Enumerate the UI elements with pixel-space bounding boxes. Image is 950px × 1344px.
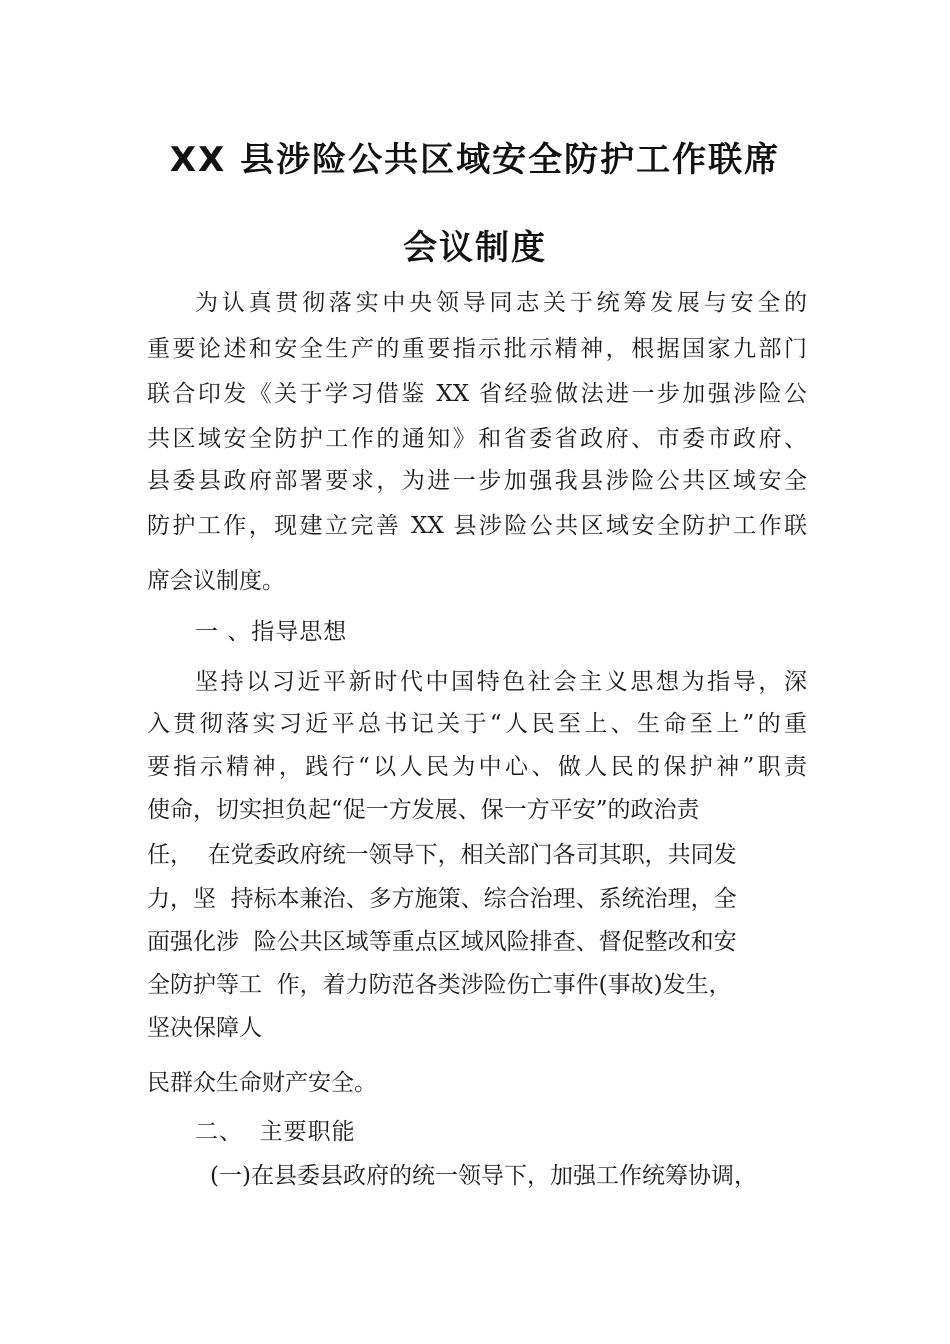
intro-line: 防护工作，现建立完善 XX 县涉险公共区域安全防护工作联 xyxy=(147,513,807,539)
section1-line: 任， 在党委政府统一领导下，相关部门各司其职，共同发 xyxy=(147,842,737,868)
section1-line: 要指示精神，践行“以人民为中心、做人民的保护神”职责 xyxy=(147,754,807,780)
section-heading-2: 二、 主要职能 xyxy=(195,1119,356,1145)
section1-line: 使命，切实担负起“促一方发展、保一方平安”的政治责 xyxy=(147,797,700,823)
section1-line: 入贯彻落实习近平总书记关于“人民至上、生命至上”的重 xyxy=(147,711,807,737)
section2-line: (一)在县委县政府的统一领导下，加强工作统筹协调， xyxy=(210,1163,757,1189)
intro-line: 为认真贯彻落实中央领导同志关于统筹发展与安全的 xyxy=(195,290,807,316)
document-title-line-1: XX 县涉险公共区域安全防护工作联席 xyxy=(169,140,781,180)
section1-line: 坚持以习近平新时代中国特色社会主义思想为指导，深 xyxy=(195,669,807,695)
intro-line: 共区域安全防护工作的通知》和省委省政府、市委市政府、 xyxy=(147,426,807,452)
section1-line: 全防护等工 作，着力防范各类涉险伤亡事件(事故)发生， xyxy=(147,972,732,998)
document-title-line-2: 会议制度 xyxy=(403,228,547,268)
section1-line: 力，坚 持标本兼治、多方施策、综合治理、系统治理，全 xyxy=(147,886,737,912)
section1-line: 坚决保障人 xyxy=(147,1015,262,1041)
section-heading-1: 一 、指导思想 xyxy=(195,619,348,645)
intro-line: 重要论述和安全生产的重要指示批示精神，根据国家九部门 xyxy=(147,336,807,362)
intro-line: 县委县政府部署要求，为进一步加强我县涉险公共区域安全 xyxy=(147,468,807,494)
intro-line: 联合印发《关于学习借鉴 XX 省经验做法进一步加强涉险公 xyxy=(147,381,807,407)
section1-line: 民群众生命财产安全。 xyxy=(147,1070,377,1096)
section1-line: 面强化涉 险公共区域等重点区域风险排查、督促整改和安 xyxy=(147,929,737,955)
intro-line: 席会议制度。 xyxy=(147,568,285,594)
